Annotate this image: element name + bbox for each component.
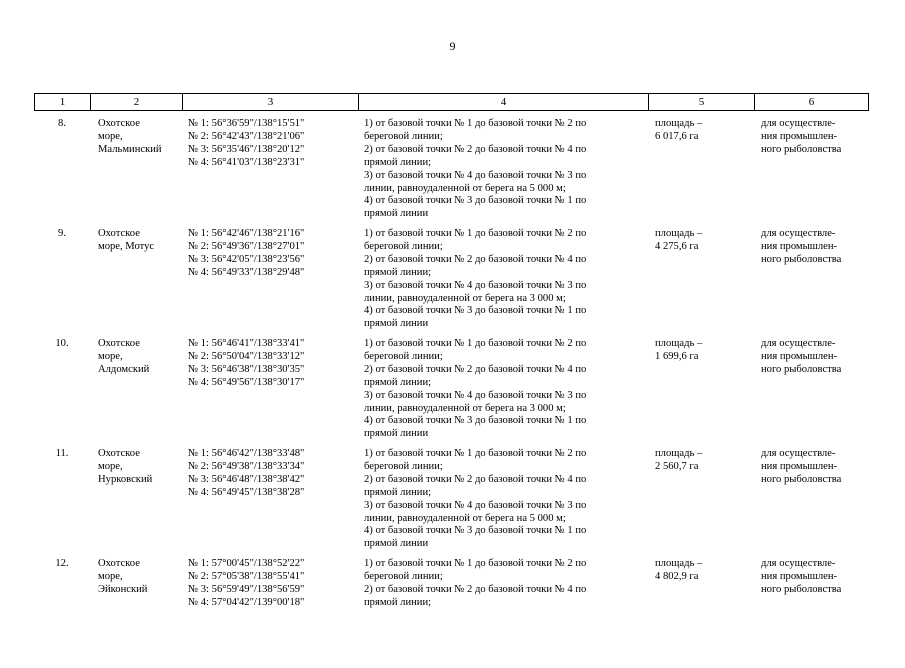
table-row [34,558,868,668]
row-number: 12. [55,558,69,569]
area-name: Охотское море, Эйконский [98,558,148,595]
coordinates: № 1: 56°36'59"/138°15'51" № 2: 56°42'43"/138°21'06" № 3: 56°35'46"/138°20'12" № 4: 56°41'03"/138°23'31" [188,118,305,168]
area-name: Охотское море, Мотус [98,228,155,252]
table-row [34,448,868,558]
table-header [34,93,869,111]
coordinates: № 1: 56°42'46"/138°21'16" № 2: 56°49'36"/138°27'01" № 3: 56°42'05"/138°23'56" № 4: 56°49'33"/138°29'48" [188,228,305,278]
purpose: для осуществле- ния промышлен- ного рыболовства [761,558,842,595]
header-col-4: 4 [359,94,649,111]
boundary-description: 1) от базовой точки № 1 до базовой точки № 2 по береговой линии; 2) от базовой точки № 2 до базовой точки № 4 по прямой линии; 3) от базовой точки № 4 до базовой точки № 3 по линии, равноудаленной от берега на 3 000 м; 4) от базовой точки № 3 до базовой точки № 1 по прямой линии [364,228,587,330]
row-number: 9. [58,228,66,239]
boundary-description: 1) от базовой точки № 1 до базовой точки № 2 по береговой линии; 2) от базовой точки № 2 до базовой точки № 4 по прямой линии; 3) от базовой точки № 4 до базовой точки № 3 по линии, равноудаленной от берега на 5 000 м; 4) от базовой точки № 3 до базовой точки № 1 по прямой линии [364,448,587,550]
purpose: для осуществле- ния промышлен- ного рыболовства [761,118,842,155]
boundary-description: 1) от базовой точки № 1 до базовой точки № 2 по береговой линии; 2) от базовой точки № 2 до базовой точки № 4 по прямой линии; 3) от базовой точки № 4 до базовой точки № 3 по линии, равноудаленной от берега на 5 000 м; 4) от базовой точки № 3 до базовой точки № 1 по прямой линии [364,118,587,220]
boundary-description: 1) от базовой точки № 1 до базовой точки № 2 по береговой линии; 2) от базовой точки № 2 до базовой точки № 4 по прямой линии; [364,558,587,608]
table-row [34,118,868,228]
coordinates: № 1: 56°46'42"/138°33'48" № 2: 56°49'38"/138°33'34" № 3: 56°46'48"/138°38'42" № 4: 56°49'45"/138°38'28" [188,448,305,498]
area-size: площадь – 4 802,9 га [655,558,703,582]
area-name: Охотское море, Нурковский [98,448,153,485]
area-size: площадь – 4 275,6 га [655,228,703,252]
row-number: 8. [58,118,66,129]
area-size: площадь – 1 699,6 га [655,338,703,362]
row-number: 11. [55,448,69,459]
area-size: площадь – 2 560,7 га [655,448,703,472]
coordinates: № 1: 56°46'41"/138°33'41" № 2: 56°50'04"/138°33'12" № 3: 56°46'38"/138°30'35" № 4: 56°49'56"/138°30'17" [188,338,305,388]
header-col-2: 2 [91,94,183,111]
area-name: Охотское море, Алдомский [98,338,150,375]
row-number: 10. [55,338,69,349]
header-col-5: 5 [649,94,755,111]
area-size: площадь – 6 017,6 га [655,118,703,142]
purpose: для осуществле- ния промышлен- ного рыболовства [761,338,842,375]
purpose: для осуществле- ния промышлен- ного рыболовства [761,448,842,485]
page-number: 9 [449,39,456,53]
purpose: для осуществле- ния промышлен- ного рыболовства [761,228,842,265]
table-body [34,118,868,668]
header-col-1: 1 [35,94,91,111]
area-name: Охотское море, Мальминский [98,118,162,155]
coordinates: № 1: 57°00'45"/138°52'22" № 2: 57°05'38"/138°55'41" № 3: 56°59'49"/138°56'59" № 4: 57°04'42"/139°00'18" [188,558,305,608]
table-row [34,338,868,448]
boundary-description: 1) от базовой точки № 1 до базовой точки № 2 по береговой линии; 2) от базовой точки № 2 до базовой точки № 4 по прямой линии; 3) от базовой точки № 4 до базовой точки № 3 по линии, равноудаленной от берега на 3 000 м; 4) от базовой точки № 3 до базовой точки № 1 по прямой линии [364,338,587,440]
header-col-6: 6 [755,94,869,111]
header-col-3: 3 [183,94,359,111]
table-row [34,228,868,338]
